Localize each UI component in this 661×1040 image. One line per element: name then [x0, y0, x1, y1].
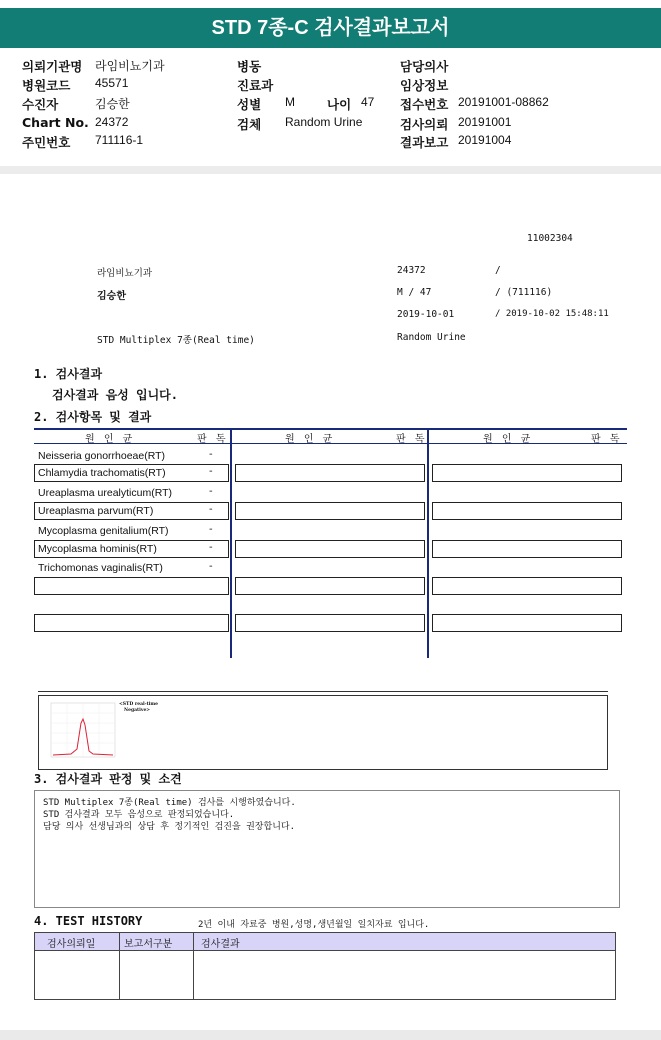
label-report-date: 결과보고 [400, 135, 449, 150]
organism-result: - [209, 561, 213, 572]
organism-result: - [209, 466, 213, 477]
label-ward: 병동 [237, 59, 262, 74]
value-request-date: 20191001 [458, 115, 512, 129]
history-col-result: 검사결과 [201, 939, 240, 950]
organism-result: - [209, 542, 213, 553]
result-row-box [235, 540, 425, 558]
column-divider-1 [230, 428, 232, 658]
header-row-clinical-info [400, 76, 448, 94]
report-slash: / [495, 265, 501, 276]
header-row-hospital-code [22, 76, 129, 94]
label-doctor: 담당의사 [400, 59, 449, 74]
report-sex-age: M / 47 [397, 287, 432, 298]
label-hospital-code: 병원코드 [22, 78, 71, 93]
history-table [34, 932, 616, 1000]
organism-name: Ureaplasma parvum(RT) [38, 505, 154, 517]
result-row-box [432, 464, 622, 482]
header-row-department [237, 76, 273, 94]
graph-top-rule [38, 691, 608, 692]
result-row-box [432, 540, 622, 558]
label-specimen: 검체 [237, 117, 262, 132]
history-col-request-date: 검사의뢰일 [47, 939, 96, 950]
history-col-divider [193, 933, 194, 999]
header-row-request-date [400, 115, 512, 133]
report-title: STD 7종-C 검사결과보고서 [0, 8, 661, 48]
header-row-doctor [400, 57, 448, 75]
label-sex: 성별 [237, 97, 262, 112]
header-row-institution [22, 57, 165, 75]
findings-line: STD Multiplex 7종(Real time) 검사를 시행하였습니다. [43, 798, 296, 808]
header-row-patient [22, 95, 130, 113]
findings-line: STD 검사결과 모두 음성으로 판정되었습니다. [43, 810, 235, 820]
section1-heading: 1. 검사결과 [34, 367, 103, 381]
label-resident-no: 주민번호 [22, 135, 71, 150]
organism-name: Chlamydia trachomatis(RT) [38, 467, 166, 479]
organism-result: - [209, 486, 213, 497]
report-chart: 24372 [397, 265, 426, 276]
header-row-ward [237, 57, 261, 75]
organism-name: Neisseria gonorrhoeae(RT) [38, 450, 166, 462]
section2-heading: 2. 검사항목 및 결과 [34, 410, 152, 424]
organism-name: Mycoplasma hominis(RT) [38, 543, 157, 555]
label-age: 나이 [327, 97, 352, 112]
section4-heading: 4. TEST HISTORY [34, 914, 143, 928]
value-patient: 김승한 [95, 97, 130, 111]
bottom-band [0, 1030, 661, 1040]
history-col-divider [119, 933, 120, 999]
value-age: 47 [361, 95, 375, 109]
col-result-3: 판 독 [591, 434, 623, 445]
section1-result: 검사결과 음성 입니다. [52, 388, 179, 402]
findings-box [34, 790, 620, 908]
report-specimen: Random Urine [397, 332, 466, 343]
organism-name: Mycoplasma genitalium(RT) [38, 525, 169, 537]
graph-caption [119, 702, 158, 714]
result-row-box [235, 502, 425, 520]
report-patient: 김승한 [97, 291, 126, 302]
organism-result: - [209, 524, 213, 535]
col-organism-2: 원 인 균 [285, 434, 336, 445]
result-row-box [235, 614, 425, 632]
result-row-box [235, 577, 425, 595]
result-row-box [235, 464, 425, 482]
graph-caption-line1: <STD real-time [119, 702, 158, 707]
amplification-curve-thumbnail [41, 699, 119, 767]
result-row-box [432, 614, 622, 632]
value-chart: 24372 [95, 115, 129, 129]
value-specimen: Random Urine [285, 115, 363, 129]
report-hospital: 라임비뇨기과 [97, 268, 153, 279]
report-code: 11002304 [527, 233, 573, 244]
col-organism-1: 원 인 균 [85, 434, 136, 445]
report-id: / (711116) [495, 287, 553, 298]
header-row-sex [237, 95, 295, 113]
result-row-box [432, 502, 622, 520]
separator-band [0, 166, 661, 174]
label-patient: 수진자 [22, 97, 59, 112]
result-row-box [34, 614, 229, 632]
report-date-received: 2019-10-01 [397, 309, 455, 320]
report-test-name: STD Multiplex 7종(Real time) [97, 335, 255, 346]
header-row-age [327, 95, 375, 113]
findings-line: 담당 의사 선생님과의 상담 후 정기적인 검진을 권장합니다. [43, 822, 296, 832]
history-note: 2년 이내 자료중 병원,성명,생년월일 일치자료 입니다. [198, 920, 430, 930]
value-report-date: 20191004 [458, 133, 512, 147]
graph-frame [38, 695, 608, 770]
history-table-header [35, 933, 615, 951]
column-divider-2 [427, 428, 429, 658]
col-organism-3: 원 인 균 [483, 434, 534, 445]
organism-name: Ureaplasma urealyticum(RT) [38, 487, 173, 499]
label-clinical-info: 임상정보 [400, 78, 449, 93]
report-date-reported: / 2019-10-02 15:48:11 [495, 309, 609, 319]
graph-caption-line2: Negative> [124, 708, 151, 713]
value-receipt-no: 20191001-08862 [458, 95, 549, 109]
value-resident-no: 711116-1 [95, 133, 144, 147]
col-result-2: 판 독 [396, 434, 428, 445]
header-row-specimen [237, 115, 363, 133]
patient-header [0, 48, 661, 167]
value-institution: 라임비뇨기과 [95, 59, 165, 73]
label-request-date: 검사의뢰 [400, 117, 449, 132]
label-institution: 의뢰기관명 [22, 59, 83, 74]
header-row-resident-no [22, 133, 144, 151]
col-result-1: 판 독 [197, 434, 229, 445]
history-col-report-type: 보고서구분 [124, 939, 173, 950]
section3-heading: 3. 검사결과 판정 및 소견 [34, 772, 182, 786]
label-chart: Chart No. [22, 115, 89, 130]
value-hospital-code: 45571 [95, 76, 129, 90]
header-row-chart [22, 115, 129, 130]
organism-name: Trichomonas vaginalis(RT) [38, 562, 163, 574]
result-row-box [432, 577, 622, 595]
result-row-box [34, 577, 229, 595]
header-row-report-date [400, 133, 512, 151]
organism-result: - [209, 504, 213, 515]
value-sex: M [285, 95, 295, 109]
header-row-receipt-no [400, 95, 549, 113]
label-department: 진료과 [237, 78, 274, 93]
organism-result: - [209, 449, 213, 460]
label-receipt-no: 접수번호 [400, 97, 449, 112]
